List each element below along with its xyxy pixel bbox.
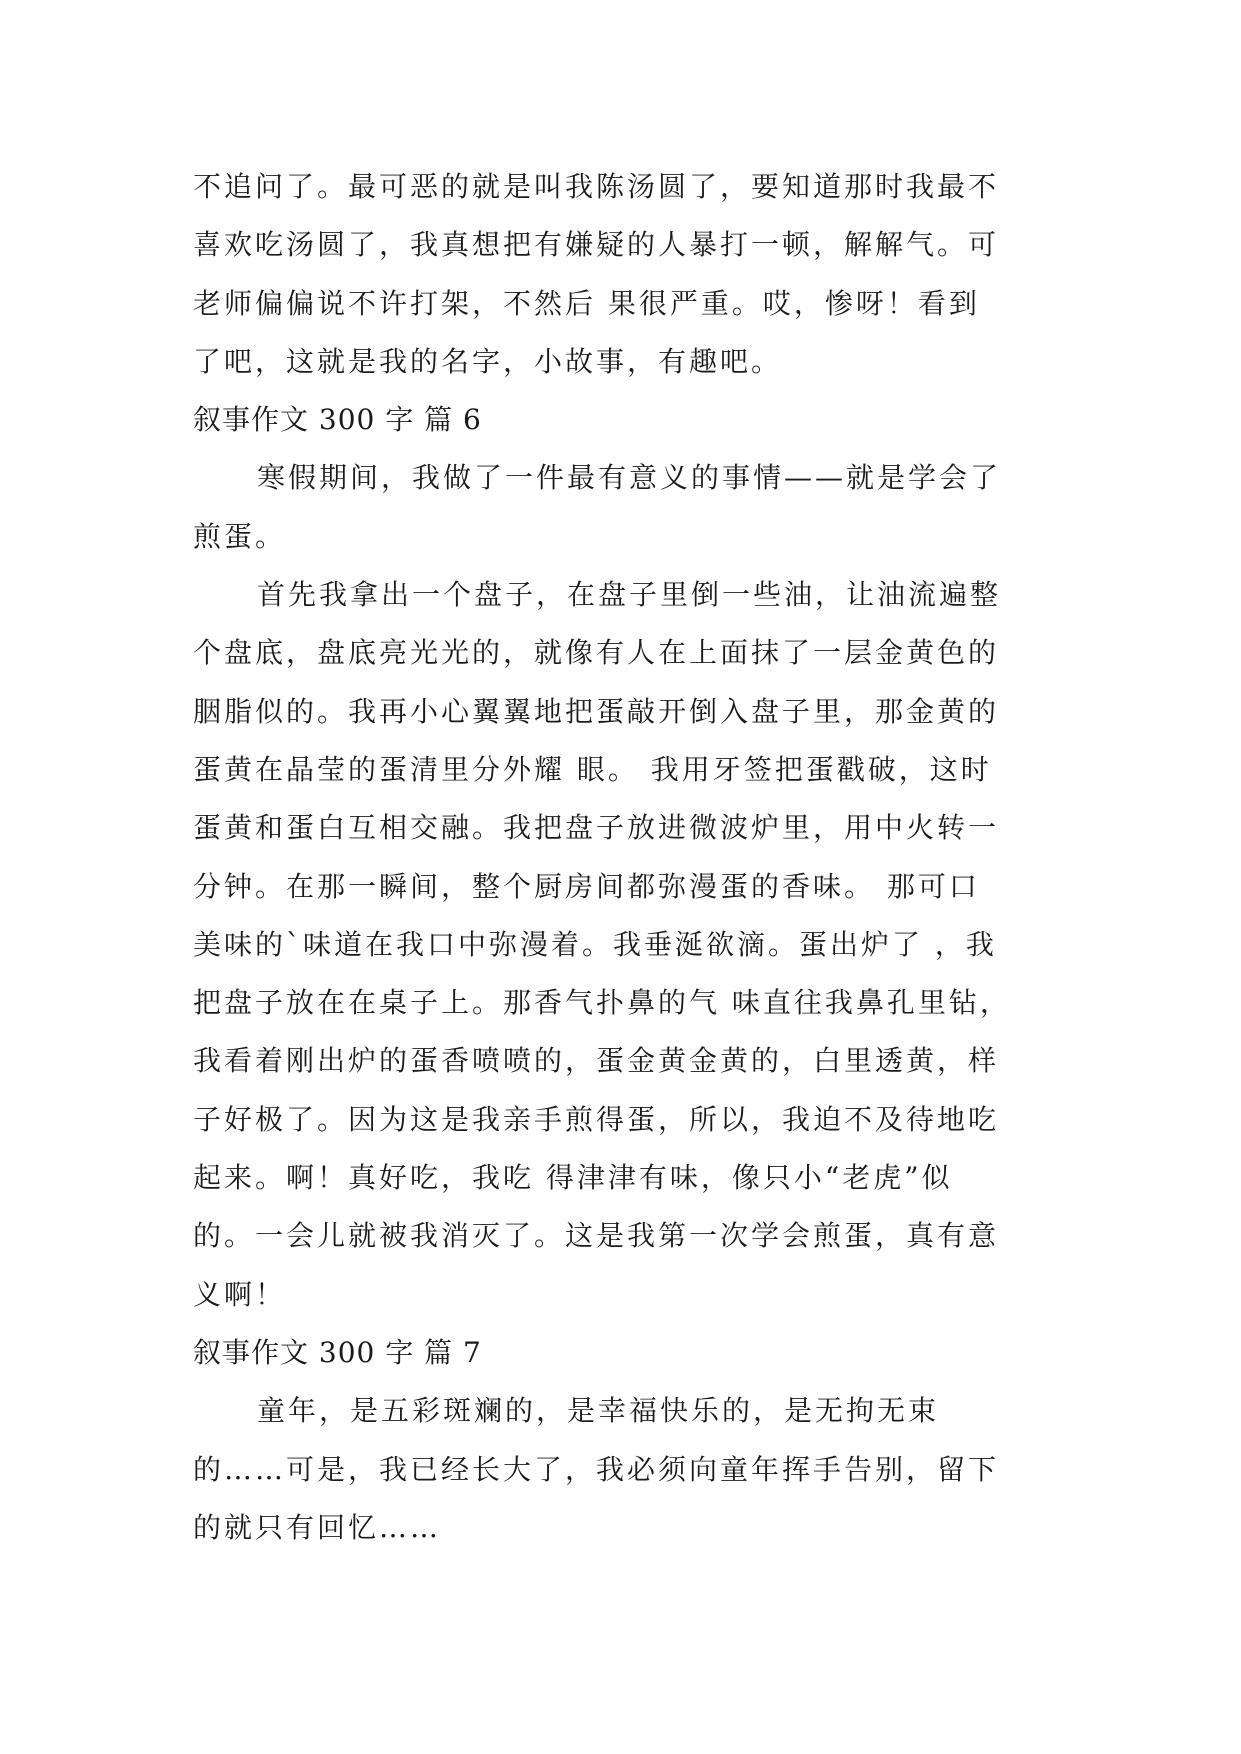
text-line: 寒假期间，我做了一件最有意义的事情——就是学会了: [257, 461, 1002, 495]
text-line: 的就只有回忆……: [193, 1510, 442, 1544]
text-line: 老师偏偏说不许打架，不然后 果很严重。哎，惨呀！看到: [193, 286, 980, 320]
text-line: 我看着刚出炉的蛋香喷喷的，蛋金黄金黄的，白里透黄，样: [193, 1044, 1000, 1078]
text-line: 蛋黄和蛋白互相交融。我把盘子放进微波炉里，用中火转一: [193, 811, 1000, 845]
section6-paragraph-2: [193, 566, 1063, 1324]
section-heading-6: 叙事作文 300 字 篇 6: [193, 403, 482, 437]
text-line: 的……可是，我已经长大了，我必须向童年挥手告别，留下: [193, 1452, 1000, 1486]
text-line: 起来。啊！真好吃，我吃 得津津有味，像只小“老虎”似: [193, 1161, 953, 1195]
text-line: 童年，是五彩斑斓的，是幸福快乐的，是无拘无束: [257, 1394, 940, 1428]
text-line: 喜欢吃汤圆了，我真想把有嫌疑的人暴打一顿，解解气。可: [193, 228, 1000, 262]
text-line: 义啊！: [193, 1277, 287, 1311]
document-page: [193, 158, 1063, 1557]
text-line: 蛋黄在晶莹的蛋清里分外耀 眼。 我用牙签把蛋戳破，这时: [193, 752, 992, 786]
text-line: 胭脂似的。我再小心翼翼地把蛋敲开倒入盘子里，那金黄的: [193, 694, 1000, 728]
section7-paragraph-1: [193, 1382, 1063, 1557]
section-heading-7: 叙事作文 300 字 篇 7: [193, 1335, 482, 1369]
text-line: 个盘底，盘底亮光光的，就像有人在上面抹了一层金黄色的: [193, 636, 1000, 670]
text-line: 不追问了。最可恶的就是叫我陈汤圆了，要知道那时我最不: [193, 170, 1000, 203]
text-line: 把盘子放在在桌子上。那香气扑鼻的气 味直往我鼻孔里钻，: [193, 986, 1011, 1020]
section6-paragraph-1: [193, 449, 1063, 566]
intro-paragraph: [193, 158, 1063, 391]
text-line: 分钟。在那一瞬间，整个厨房间都弥漫蛋的香味。 那可口: [193, 869, 980, 903]
text-line: 煎蛋。: [193, 519, 287, 553]
text-line: 美味的`味道在我口中弥漫着。我垂涎欲滴。蛋出炉了 ，我: [193, 927, 997, 961]
text-line: 的。一会儿就被我消灭了。这是我第一次学会煎蛋，真有意: [193, 1219, 1000, 1253]
text-line: 首先我拿出一个盘子，在盘子里倒一些油，让油流遍整: [257, 578, 1002, 612]
text-line: 子好极了。因为这是我亲手煎得蛋，所以，我迫不及待地吃: [193, 1102, 1000, 1136]
text-line: 了吧，这就是我的名字，小故事，有趣吧。: [193, 344, 783, 378]
